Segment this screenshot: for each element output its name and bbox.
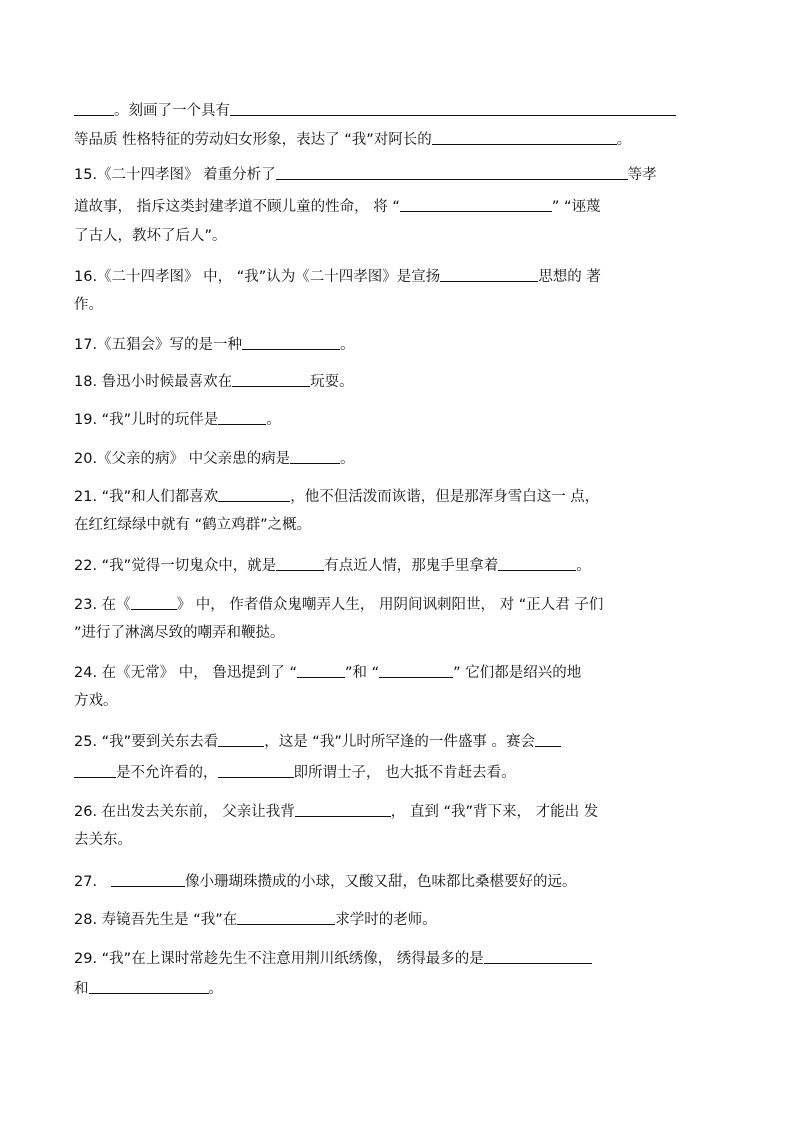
question-text: 16.《二十四孝图》 中， “我”认为《二十四孝图》是宣扬 — [74, 269, 441, 285]
answer-blank[interactable] — [290, 446, 340, 464]
answer-blank[interactable] — [242, 332, 340, 350]
line-text: 和 — [74, 981, 89, 997]
question-text: ” 它们都是绍兴的地 — [453, 665, 582, 681]
question-text: 25. “我”要到关东去看 — [74, 734, 219, 750]
question-text: 玩耍。 — [310, 374, 354, 390]
answer-blank[interactable] — [276, 162, 628, 180]
answer-blank[interactable] — [440, 264, 538, 282]
question-text: 22. “我”觉得一切鬼众中，就是 — [74, 558, 277, 574]
question-text: ，他不但活泼而诙谐，但是那浑身雪白这一 点， — [290, 489, 600, 505]
line-text: ” “诬蔑 — [551, 199, 601, 215]
answer-blank[interactable] — [379, 660, 453, 678]
line-text: 。 — [208, 981, 223, 997]
question-text: 19. “我”儿时的玩伴是 — [74, 412, 219, 428]
text-line — [74, 194, 733, 216]
question-text: ， 直到 “我”背下来， 才能出 发 — [390, 804, 599, 820]
answer-blank[interactable] — [295, 799, 391, 817]
question-text: 有点近人情，那鬼手里拿着 — [324, 558, 499, 574]
question-text: 。 — [576, 558, 591, 574]
question-25 — [74, 729, 733, 751]
answer-blank[interactable] — [111, 869, 185, 887]
line-text: 在红红绿绿中就有 “鹤立鸡群”之概。 — [74, 517, 312, 533]
question-text: 27. — [74, 874, 98, 890]
question-text: 像小珊瑚珠攒成的小球，又酸又甜，色味都比桑椹要好的远。 — [185, 874, 577, 890]
question-18 — [74, 369, 733, 391]
question-28 — [74, 907, 733, 929]
line-text: 。 — [616, 132, 632, 148]
line-text: ”进行了淋漓尽致的嘲弄和鞭挞。 — [74, 625, 285, 641]
line-text: 道故事， 指斥这类封建孝道不顾儿童的性命， 将 “ — [74, 199, 400, 215]
text-line — [74, 514, 733, 536]
answer-blank[interactable] — [297, 660, 345, 678]
question-text: 等孝 — [627, 167, 657, 183]
question-text: 20.《父亲的病》 中父亲患的病是 — [74, 451, 291, 467]
text-line — [74, 690, 733, 712]
line-text: 了古人，教坏了后人”。 — [74, 228, 227, 244]
answer-blank[interactable] — [218, 729, 264, 747]
question-text: ”和 “ — [345, 665, 380, 681]
question-24 — [74, 660, 733, 682]
question-text: 18. 鲁迅小时候最喜欢在 — [74, 374, 233, 390]
line-text: 是不允许看的， — [116, 765, 218, 781]
line-text: 等品质 性格特征的劳动妇女形象，表达了 “我”对阿长的 — [74, 132, 432, 148]
line-text: 去关东。 — [74, 832, 132, 848]
question-27 — [74, 869, 733, 891]
text-line — [74, 294, 733, 316]
answer-blank[interactable] — [218, 760, 294, 778]
answer-blank[interactable] — [432, 127, 617, 145]
question-text: 。 — [340, 451, 355, 467]
question-text: 28. 寿镜吾先生是 “我”在 — [74, 912, 238, 928]
answer-blank[interactable] — [276, 553, 324, 571]
question-text: 。 — [340, 337, 355, 353]
question-17 — [74, 332, 733, 354]
answer-blank[interactable] — [484, 946, 592, 964]
answer-blank[interactable] — [232, 369, 310, 387]
question-text: 29. “我”在上课时常趁先生不注意用荆川纸绣像， 绣得最多的是 — [74, 951, 484, 967]
answer-blank[interactable] — [218, 407, 266, 425]
question-15 — [74, 162, 733, 184]
question-19 — [74, 407, 733, 429]
question-text: 》 中， 作者借众鬼嘲弄人生， 用阴间讽刺阳世， 对 “正人君 子们 — [176, 597, 604, 613]
answer-blank[interactable] — [498, 553, 576, 571]
question-text: 思想的 著 — [538, 269, 601, 285]
text-line — [74, 622, 733, 644]
text-line — [74, 829, 733, 851]
question-text: 求学时的老师。 — [335, 912, 437, 928]
answer-blank[interactable] — [535, 729, 561, 747]
text-line — [74, 127, 733, 149]
line-text: 。刻画了一个具有 — [114, 103, 230, 119]
line-text: 方戏。 — [74, 693, 118, 709]
text-line — [74, 98, 733, 120]
question-23 — [74, 592, 733, 614]
answer-blank[interactable] — [131, 592, 177, 610]
question-text: ，这是 “我”儿时所罕逢的一件盛事 。赛会 — [264, 734, 535, 750]
question-22 — [74, 553, 733, 575]
question-text: 17.《五猖会》写的是一种 — [74, 337, 243, 353]
question-text: 15.《二十四孝图》 着重分析了 — [74, 167, 276, 183]
line-text: 作。 — [74, 297, 103, 313]
text-line — [74, 976, 733, 998]
question-29 — [74, 946, 733, 968]
question-text: 21. “我”和人们都喜欢 — [74, 489, 219, 505]
answer-blank[interactable] — [89, 976, 209, 994]
line-text: 即所谓士子， 也大抵不肯赶去看。 — [293, 765, 516, 781]
answer-blank[interactable] — [400, 194, 552, 212]
question-21 — [74, 484, 733, 506]
text-line — [74, 760, 733, 782]
answer-blank[interactable] — [74, 760, 116, 778]
answer-blank[interactable] — [218, 484, 290, 502]
question-text: 。 — [266, 412, 281, 428]
question-text: 24. 在《无常》 中， 鲁迅提到了 “ — [74, 665, 298, 681]
question-16 — [74, 264, 733, 286]
question-text: 23. 在《 — [74, 597, 131, 613]
question-26 — [74, 799, 733, 821]
text-line — [74, 225, 733, 247]
answer-blank[interactable] — [230, 98, 676, 116]
question-20 — [74, 446, 733, 468]
answer-blank[interactable] — [74, 98, 114, 116]
answer-blank[interactable] — [237, 907, 335, 925]
question-text: 26. 在出发去关东前， 父亲让我背 — [74, 804, 295, 820]
